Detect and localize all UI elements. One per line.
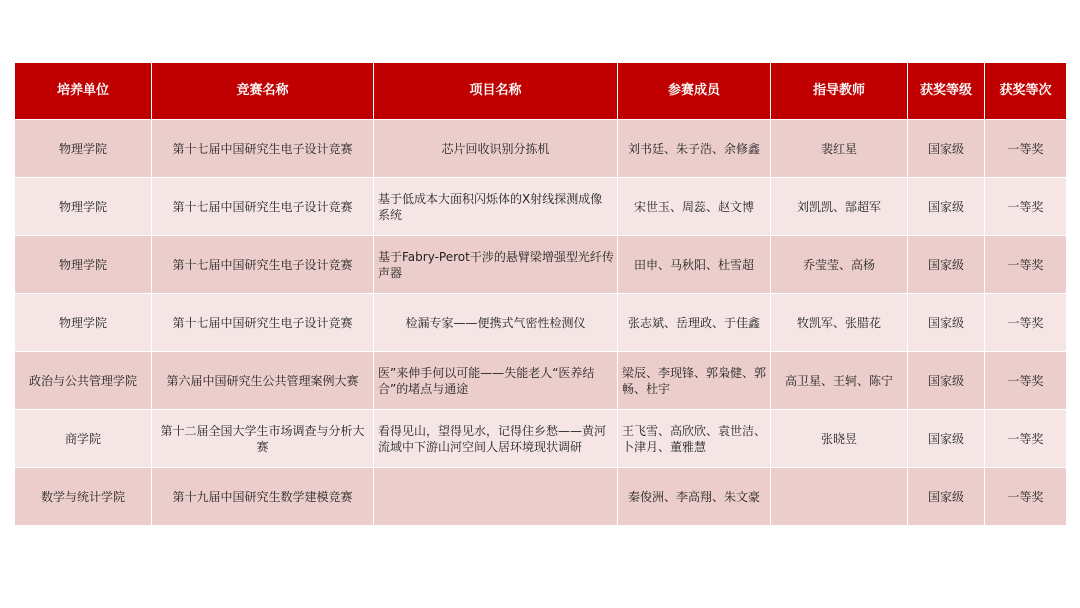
cell-unit: 商学院 (15, 410, 152, 468)
cell-unit: 政治与公共管理学院 (15, 352, 152, 410)
cell-project: 芯片回收识别分拣机 (374, 120, 618, 178)
cell-members: 秦俊洲、李高翔、朱文豪 (618, 468, 771, 526)
cell-unit: 物理学院 (15, 236, 152, 294)
table-row (15, 352, 1067, 410)
awards-table-container (14, 62, 1066, 526)
cell-competition: 第十九届中国研究生数学建模竞赛 (152, 468, 374, 526)
cell-award-level: 国家级 (908, 236, 985, 294)
header-project: 项目名称 (374, 63, 618, 120)
cell-members: 宋世玉、周蕊、赵文博 (618, 178, 771, 236)
cell-award-level: 国家级 (908, 178, 985, 236)
table-row (15, 178, 1067, 236)
cell-project: 基于低成本大面积闪烁体的X射线探测成像系统 (374, 178, 618, 236)
cell-members: 田申、马秋阳、杜雪超 (618, 236, 771, 294)
cell-project: 看得见山，望得见水，记得住乡愁——黄河流域中下游山河空间人居环境现状调研 (374, 410, 618, 468)
cell-unit: 物理学院 (15, 120, 152, 178)
table-row (15, 410, 1067, 468)
header-award-level: 获奖等级 (908, 63, 985, 120)
cell-competition: 第十七届中国研究生电子设计竞赛 (152, 294, 374, 352)
table-header-row (15, 63, 1067, 120)
cell-award-rank: 一等奖 (985, 294, 1067, 352)
cell-project: 检漏专家——便携式气密性检测仪 (374, 294, 618, 352)
cell-award-rank: 一等奖 (985, 352, 1067, 410)
header-award-rank: 获奖等次 (985, 63, 1067, 120)
cell-competition: 第十二届全国大学生市场调查与分析大赛 (152, 410, 374, 468)
cell-award-rank: 一等奖 (985, 410, 1067, 468)
cell-project (374, 468, 618, 526)
cell-project: 医”来伸手何以可能——失能老人“医养结合”的堵点与通途 (374, 352, 618, 410)
cell-award-rank: 一等奖 (985, 178, 1067, 236)
header-members: 参赛成员 (618, 63, 771, 120)
table-row (15, 468, 1067, 526)
cell-competition: 第十七届中国研究生电子设计竞赛 (152, 236, 374, 294)
header-advisors: 指导教师 (771, 63, 908, 120)
cell-members: 王飞雪、高欣欣、袁世洁、卜津月、董雅慧 (618, 410, 771, 468)
cell-competition: 第六届中国研究生公共管理案例大赛 (152, 352, 374, 410)
cell-award-rank: 一等奖 (985, 120, 1067, 178)
cell-award-level: 国家级 (908, 410, 985, 468)
cell-members: 刘书廷、朱子浩、余修鑫 (618, 120, 771, 178)
table-row (15, 294, 1067, 352)
awards-table (14, 62, 1067, 526)
cell-advisors: 裴红星 (771, 120, 908, 178)
table-row (15, 236, 1067, 294)
header-unit: 培养单位 (15, 63, 152, 120)
cell-members: 梁辰、李现锋、郭枭健、郭畅、杜宇 (618, 352, 771, 410)
cell-project: 基于Fabry-Perot干涉的悬臂梁增强型光纤传声器 (374, 236, 618, 294)
cell-unit: 数学与统计学院 (15, 468, 152, 526)
cell-award-rank: 一等奖 (985, 468, 1067, 526)
cell-competition: 第十七届中国研究生电子设计竞赛 (152, 178, 374, 236)
cell-award-level: 国家级 (908, 468, 985, 526)
cell-award-level: 国家级 (908, 294, 985, 352)
cell-award-level: 国家级 (908, 352, 985, 410)
cell-competition: 第十七届中国研究生电子设计竞赛 (152, 120, 374, 178)
cell-award-level: 国家级 (908, 120, 985, 178)
cell-unit: 物理学院 (15, 178, 152, 236)
cell-advisors: 牧凯军、张腊花 (771, 294, 908, 352)
cell-advisors: 张晓昱 (771, 410, 908, 468)
table-row (15, 120, 1067, 178)
cell-advisors: 高卫星、王轲、陈宁 (771, 352, 908, 410)
cell-award-rank: 一等奖 (985, 236, 1067, 294)
cell-members: 张志斌、岳理政、于佳鑫 (618, 294, 771, 352)
cell-advisors: 乔莹莹、高杨 (771, 236, 908, 294)
cell-unit: 物理学院 (15, 294, 152, 352)
cell-advisors (771, 468, 908, 526)
cell-advisors: 刘凯凯、郜超军 (771, 178, 908, 236)
header-competition: 竞赛名称 (152, 63, 374, 120)
